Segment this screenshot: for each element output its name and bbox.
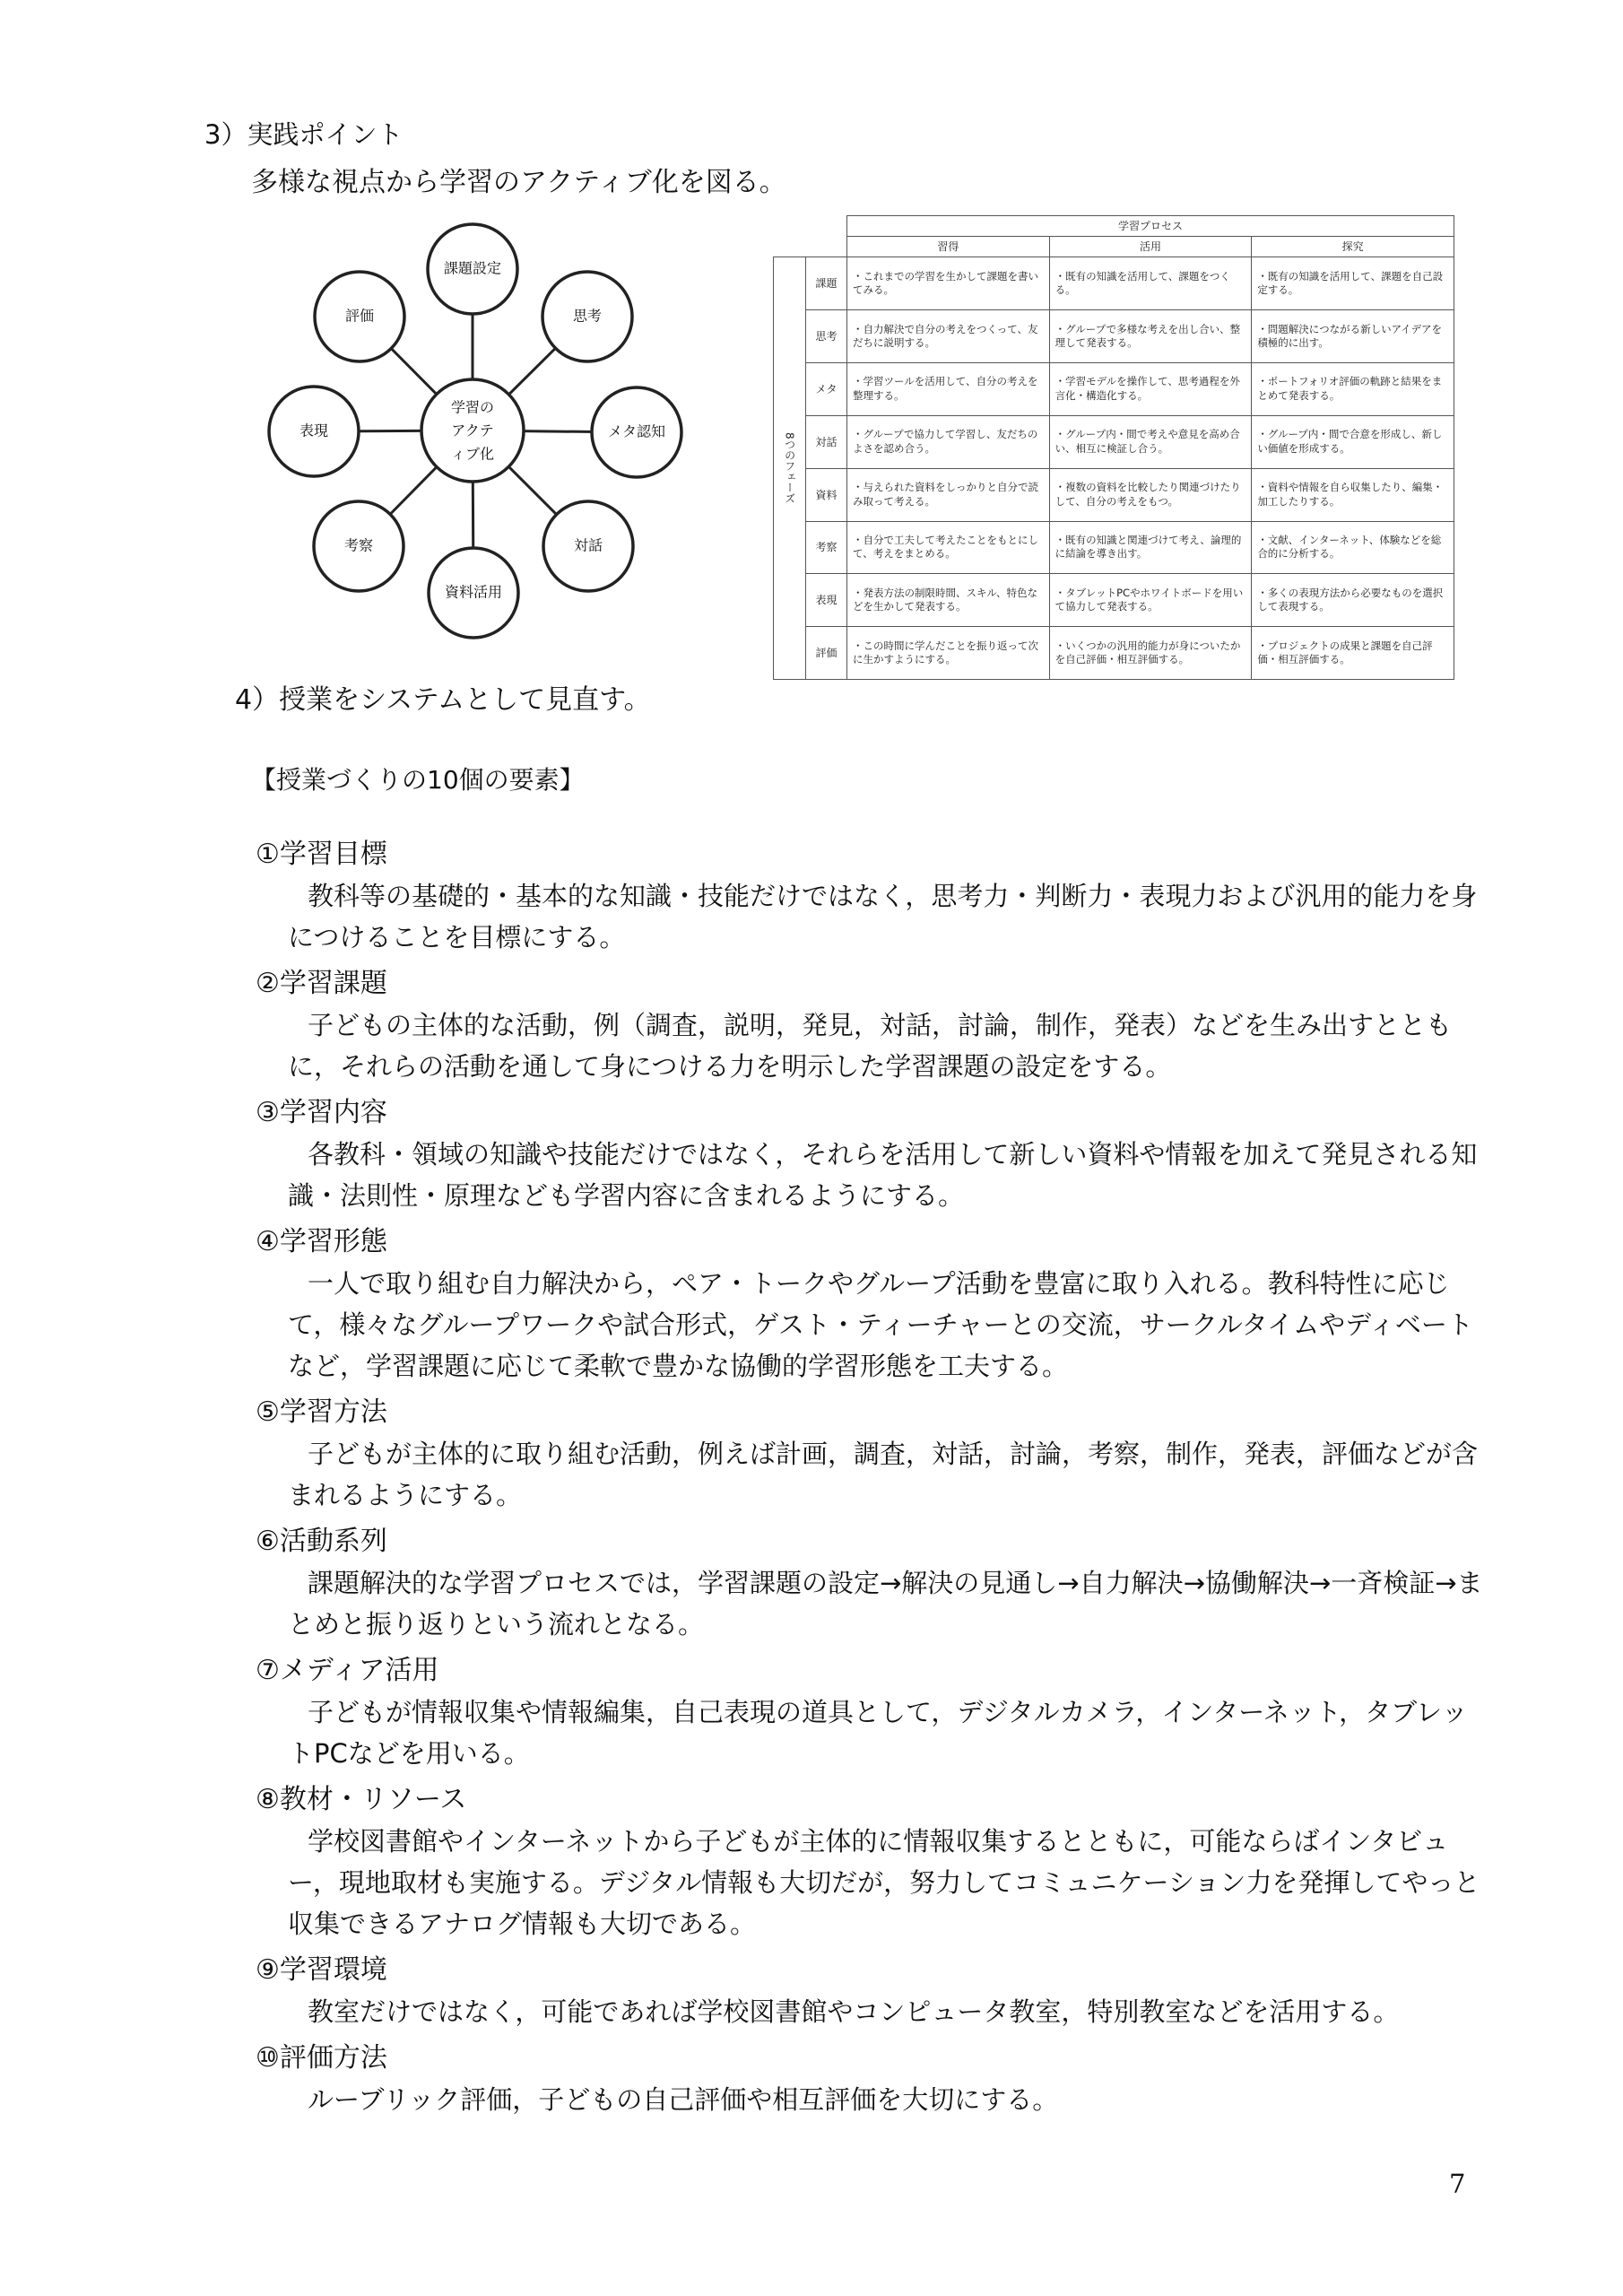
element-title: ⑨学習環境 [256,1954,387,1986]
element-title: ⑧教材・リソース [256,1784,467,1815]
table-cell: ・多くの表現方法から必要なものを選択して表現する。 [1252,574,1454,627]
table-cell: ・グループで多様な考えを出し合い、整理して発表する。 [1049,310,1252,363]
side-label: 8つのフェーズ [774,257,806,680]
node-hyougen [269,387,359,476]
element-body: 教室だけではなく，可能であれば学校図書館やコンピュータ教室，特別教室などを活用する。 [308,1996,1400,2027]
element-title: ④学習形態 [256,1226,387,1257]
list-item [256,1092,1493,1216]
svg-text:メタ認知: メタ認知 [607,422,666,440]
table-cell: ・この時間に学んだことを振り返って次に生かすようにする。 [847,627,1050,680]
table-cell: ・ポートフォリオ評価の軌跡と結果をまとめて発表する。 [1252,363,1454,416]
table-cell: ・これまでの学習を生かして課題を書いてみる。 [847,257,1050,310]
column-header: 習得 [847,237,1050,257]
table-cell: ・文献、インターネット、体験などを総合的に分析する。 [1252,521,1454,574]
table-cell: ・既有の知識を活用して、課題を自己設定する。 [1252,257,1454,310]
element-body: 子どもが主体的に取り組む活動，例えば計画，調査，対話，討論，考察，制作，発表，評価などが含まれるようにする。 [288,1439,1479,1510]
svg-text:思考: 思考 [572,307,603,325]
table-cell: ・グループ内・間で考えや意見を高め合い、相互に検証し合う。 [1049,415,1252,468]
table-cell: ・発表方法の制限時間、スキル、特色などを生かして発表する。 [847,574,1050,627]
node-kadai-settei [428,224,517,314]
table-cell: ・既有の知識を活用して、課題をつくる。 [1049,257,1252,310]
table-cell: ・プロジェクトの成果と課題を自己評価・相互評価する。 [1252,627,1454,680]
phase-label: 対話 [806,415,847,468]
list-item [256,834,1493,958]
element-body: 子どもが情報収集や情報編集，自己表現の道具として，デジタルカメラ，インターネット，タブレットPCなどを用いる。 [288,1697,1468,1769]
svg-text:評価: 評価 [344,307,375,325]
table-cell: ・グループで協力して学習し、友だちのよさを認め合う。 [847,415,1050,468]
list-item [256,1392,1493,1516]
list-item [256,1950,1493,2032]
element-body: ルーブリック評価，子どもの自己評価や相互評価を大切にする。 [308,2084,1059,2115]
section-3-intro: 多様な視点から学習のアクティブ化を図る。 [251,167,786,198]
table-row [774,415,1454,468]
element-title: ⑦メディア活用 [256,1655,439,1686]
table-row [774,574,1454,627]
element-body: 各教科・領域の知識や技能だけではなく，それらを活用して新しい資料や情報を加えて発見される知識・法則性・原理なども学習内容に含まれるようにする。 [288,1139,1478,1211]
svg-text:表現: 表現 [299,422,329,439]
svg-text:資料活用: 資料活用 [444,583,503,601]
phase-label: 思考 [806,310,847,363]
table-row [774,257,1454,310]
list-item [256,1650,1493,1774]
table-cell: ・既有の知識と関連づけて考え、論理的に結論を導き出す。 [1049,521,1252,574]
phase-label: 表現 [806,574,847,627]
center-label-line-1: 学習の [450,398,495,416]
table-cell: ・グループ内・間で合意を形成し、新しい価値を形成する。 [1252,415,1454,468]
phase-table [773,215,1454,680]
list-item [256,2038,1493,2120]
elements-list [256,834,1493,2126]
element-title: ①学習目標 [256,839,387,870]
table-column-row [774,237,1454,257]
phase-label: 評価 [806,627,847,680]
table-cell: ・自分で工夫して考えたことをもとにして、考えをまとめる。 [847,521,1050,574]
phase-label: 資料 [806,468,847,521]
element-body: 課題解決的な学習プロセスでは，学習課題の設定→解決の見通し→自力解決→協働解決→一斉検証→まとめと振り返りという流れとなる。 [288,1568,1483,1639]
table-cell: ・問題解決につながる新しいアイデアを積極的に出す。 [1252,310,1454,363]
list-item [256,1222,1493,1387]
node-hyouka [315,272,404,361]
active-learning-diagram [260,220,690,641]
element-body: 学校図書館やインターネットから子どもが主体的に情報収集するとともに，可能ならばインタビュー，現地取材も実施する。デジタル情報も大切だが，努力してコミュニケーション力を発揮してやっと収集できるアナログ情報も大切である。 [288,1826,1480,1939]
svg-text:課題設定: 課題設定 [443,259,502,277]
phase-label: メタ [806,363,847,416]
column-header: 探究 [1252,237,1454,257]
table-cell: ・学習ツールを活用して、自分の考えを整理する。 [847,363,1050,416]
table-cell: ・複数の資料を比較したり関連づけたりして、自分の考えをもつ。 [1049,468,1252,521]
element-title: ⑤学習方法 [256,1396,387,1428]
table-cell: ・資料や情報を自ら収集したり、編集・加工したりする。 [1252,468,1454,521]
table-cell: ・いくつかの汎用的能力が身についたかを自己評価・相互評価する。 [1049,627,1252,680]
table-row [774,363,1454,416]
node-meta-ninchi [592,387,681,477]
table-top-header: 学習プロセス [847,216,1454,237]
element-body: 一人で取り組む自力解決から，ペア・トークやグループ活動を豊富に取り入れる。教科特性に応じて，様々なグループワークや試合形式，ゲスト・ティーチャーとの交流，サークルタイムやディベートなど，学習課題に応じて柔軟で豊かな協働的学習形態を工夫する。 [288,1268,1473,1381]
list-item [256,963,1493,1087]
section-4-heading: 4）授業をシステムとして見直す。 [235,684,651,716]
element-title: ③学習内容 [256,1097,387,1128]
table-cell: ・自力解決で自分の考えをつくって、友だちに説明する。 [847,310,1050,363]
list-item [256,1779,1493,1944]
node-kousatsu [314,501,404,591]
center-label-line-3: ィブ化 [450,445,495,463]
node-shikou [542,272,632,361]
svg-text:考察: 考察 [343,536,374,554]
table-header-row [774,216,1454,237]
section-3-heading: 3）実践ポイント [204,119,404,150]
table-cell: ・与えられた資料をしっかりと自分で読み取って考える。 [847,468,1050,521]
page-number: 7 [1449,2169,1466,2199]
node-shiryou-katsuyou [429,548,518,638]
phase-table-grid [773,215,1454,680]
column-header: 活用 [1049,237,1252,257]
node-taiwa [543,501,633,591]
diagram-center [421,379,524,482]
phase-label: 課題 [806,257,847,310]
table-cell: ・学習モデルを操作して、思考過程を外言化・構造化する。 [1049,363,1252,416]
svg-text:対話: 対話 [573,536,603,554]
table-row [774,627,1454,680]
element-title: ⑩評価方法 [256,2042,387,2074]
table-row [774,468,1454,521]
element-body: 子どもの主体的な活動，例（調査，説明，発見，対話，討論，制作，発表）などを生み出すとともに，それらの活動を通して身につける力を明示した学習課題の設定をする。 [288,1010,1453,1082]
center-label-line-2: アクテ [451,422,494,439]
element-title: ⑥活動系列 [256,1526,387,1557]
phase-label: 考察 [806,521,847,574]
table-row [774,310,1454,363]
list-item [256,1521,1493,1645]
element-body: 教科等の基礎的・基本的な知識・技能だけではなく，思考力・判断力・表現力および汎用的能力を身につけることを目標にする。 [288,881,1478,952]
table-row [774,521,1454,574]
table-cell: ・タブレットPCやホワイトボードを用いて協力して発表する。 [1049,574,1252,627]
element-title: ②学習課題 [256,968,387,999]
ten-elements-heading: 【授業づくりの10個の要素】 [251,765,585,795]
